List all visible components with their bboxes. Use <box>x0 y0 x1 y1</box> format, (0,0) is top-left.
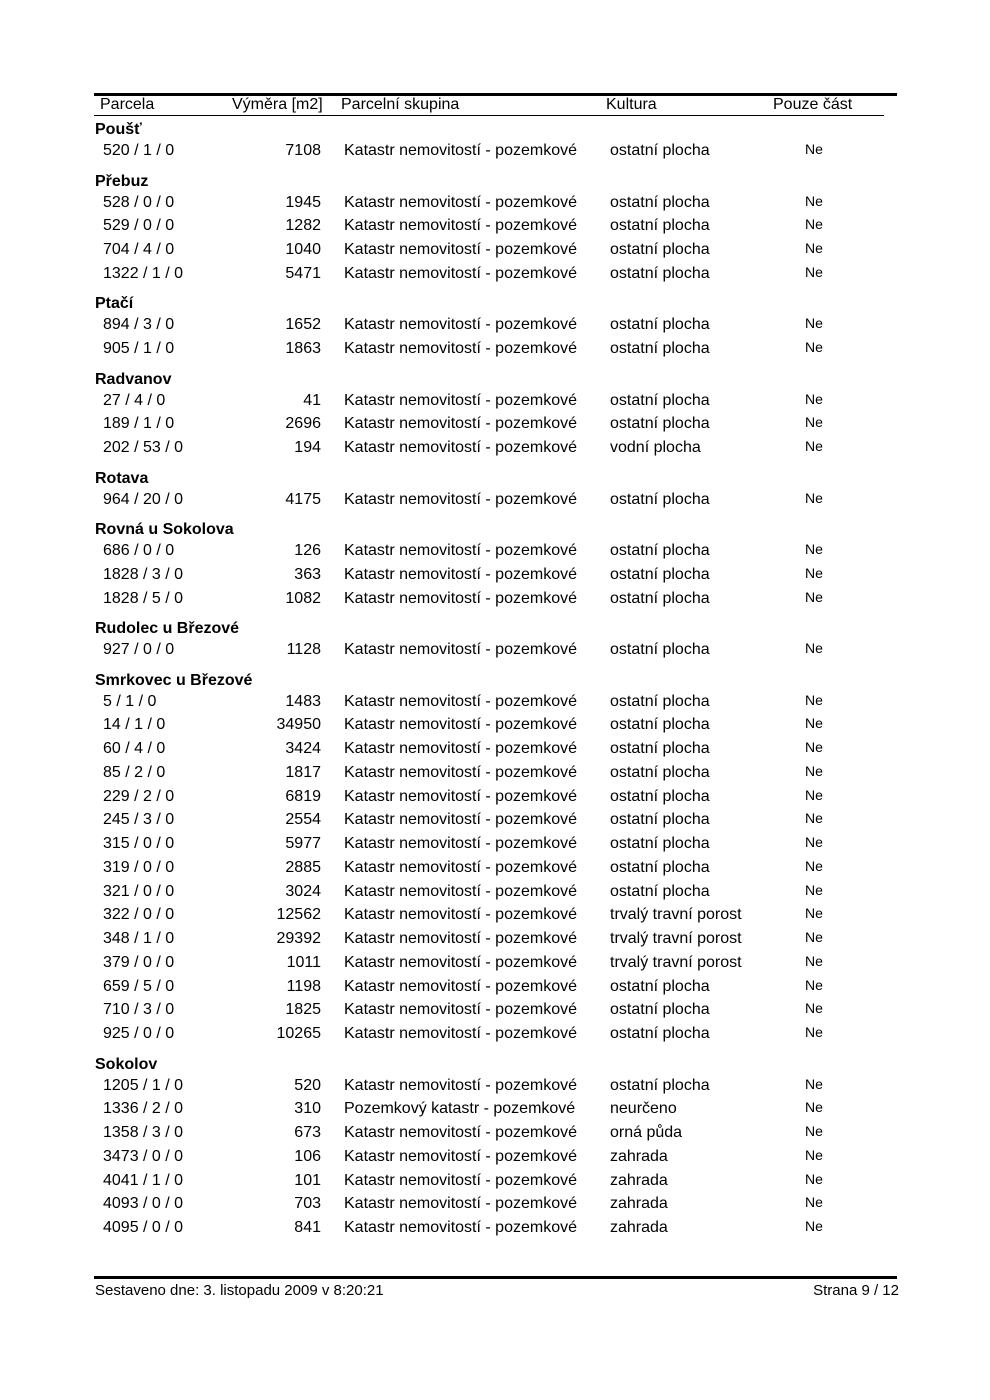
table-row <box>0 638 990 662</box>
parcel-group-cell: Katastr nemovitostí - pozemkové <box>344 954 577 971</box>
culture-cell: ostatní plocha <box>610 835 710 852</box>
parcel-group-cell: Katastr nemovitostí - pozemkové <box>344 740 577 757</box>
parcel-group-cell: Katastr nemovitostí - pozemkové <box>344 788 577 805</box>
parcel-cell: 27 / 4 / 0 <box>103 392 166 409</box>
area-cell: 5977 <box>285 835 321 852</box>
parcel-group-cell: Katastr nemovitostí - pozemkové <box>344 930 577 947</box>
parcel-cell: 322 / 0 / 0 <box>103 906 175 923</box>
culture-cell: ostatní plocha <box>610 392 710 409</box>
culture-cell: ostatní plocha <box>610 265 710 282</box>
table-row <box>0 998 990 1022</box>
only-part-cell: Ne <box>805 763 823 779</box>
table-row <box>0 856 990 880</box>
only-part-cell: Ne <box>805 1218 823 1234</box>
parcel-cell: 319 / 0 / 0 <box>103 859 175 876</box>
area-cell: 10265 <box>276 1025 321 1042</box>
culture-cell: ostatní plocha <box>610 716 710 733</box>
table-row <box>0 1145 990 1169</box>
culture-cell: trvalý travní porost <box>610 930 742 947</box>
culture-cell: ostatní plocha <box>610 693 710 710</box>
group-title: Smrkovec u Březové <box>95 671 253 689</box>
area-cell: 41 <box>303 392 321 409</box>
parcel-group-cell: Katastr nemovitostí - pozemkové <box>344 415 577 432</box>
column-header-parcel: Parcela <box>100 96 155 113</box>
area-cell: 1825 <box>285 1001 321 1018</box>
table-row <box>0 713 990 737</box>
column-header-area: Výměra [m2] <box>232 96 323 113</box>
culture-cell: ostatní plocha <box>610 1025 710 1042</box>
parcel-cell: 1336 / 2 / 0 <box>103 1100 184 1117</box>
area-cell: 194 <box>294 439 321 456</box>
parcel-group-cell: Katastr nemovitostí - pozemkové <box>344 906 577 923</box>
only-part-cell: Ne <box>805 193 823 209</box>
area-cell: 126 <box>294 542 321 559</box>
table-row <box>0 737 990 761</box>
parcel-cell: 1828 / 5 / 0 <box>103 590 184 607</box>
only-part-cell: Ne <box>805 1123 823 1139</box>
area-cell: 5471 <box>285 265 321 282</box>
culture-cell: ostatní plocha <box>610 740 710 757</box>
culture-cell: ostatní plocha <box>610 590 710 607</box>
area-cell: 1040 <box>285 241 321 258</box>
only-part-cell: Ne <box>805 905 823 921</box>
only-part-cell: Ne <box>805 640 823 656</box>
area-cell: 703 <box>294 1195 321 1212</box>
area-cell: 2696 <box>285 415 321 432</box>
culture-cell: zahrada <box>610 1219 668 1236</box>
culture-cell: ostatní plocha <box>610 1077 710 1094</box>
only-part-cell: Ne <box>805 1194 823 1210</box>
area-cell: 2554 <box>285 811 321 828</box>
only-part-cell: Ne <box>805 692 823 708</box>
parcel-cell: 229 / 2 / 0 <box>103 788 175 805</box>
group-title: Poušť <box>95 121 142 138</box>
area-cell: 6819 <box>285 788 321 805</box>
parcel-group-cell: Katastr nemovitostí - pozemkové <box>344 241 577 258</box>
culture-cell: ostatní plocha <box>610 194 710 211</box>
table-row <box>0 690 990 714</box>
only-part-cell: Ne <box>805 216 823 232</box>
culture-cell: vodní plocha <box>610 439 701 456</box>
area-cell: 1863 <box>285 340 321 357</box>
parcel-cell: 315 / 0 / 0 <box>103 835 175 852</box>
parcel-group-cell: Katastr nemovitostí - pozemkové <box>344 491 577 508</box>
column-header-culture: Kultura <box>606 96 657 113</box>
parcel-cell: 85 / 2 / 0 <box>103 764 166 781</box>
table-row <box>0 238 990 262</box>
only-part-cell: Ne <box>805 929 823 945</box>
table-row <box>0 539 990 563</box>
parcel-cell: 4095 / 0 / 0 <box>103 1219 184 1236</box>
parcel-group-cell: Katastr nemovitostí - pozemkové <box>344 1124 577 1141</box>
parcel-group-cell: Katastr nemovitostí - pozemkové <box>344 716 577 733</box>
area-cell: 841 <box>294 1219 321 1236</box>
table-row <box>0 563 990 587</box>
table-row <box>0 832 990 856</box>
parcel-cell: 659 / 5 / 0 <box>103 978 175 995</box>
parcel-group-cell: Katastr nemovitostí - pozemkové <box>344 542 577 559</box>
table-row <box>0 139 990 163</box>
area-cell: 1198 <box>286 978 321 995</box>
culture-cell: ostatní plocha <box>610 1001 710 1018</box>
parcel-group-cell: Katastr nemovitostí - pozemkové <box>344 265 577 282</box>
footer-rule <box>94 1276 897 1279</box>
parcel-group-cell: Katastr nemovitostí - pozemkové <box>344 1172 577 1189</box>
parcel-cell: 4041 / 1 / 0 <box>103 1172 184 1189</box>
parcel-cell: 348 / 1 / 0 <box>103 930 175 947</box>
area-cell: 1652 <box>285 316 321 333</box>
culture-cell: trvalý travní porost <box>610 906 742 923</box>
area-cell: 363 <box>294 566 321 583</box>
group-title: Rovná u Sokolova <box>95 521 234 538</box>
table-row <box>0 262 990 286</box>
culture-cell: ostatní plocha <box>610 217 710 234</box>
parcel-group-cell: Katastr nemovitostí - pozemkové <box>344 859 577 876</box>
parcel-cell: 379 / 0 / 0 <box>103 954 175 971</box>
only-part-cell: Ne <box>805 1099 823 1115</box>
only-part-cell: Ne <box>805 414 823 430</box>
only-part-cell: Ne <box>805 858 823 874</box>
table-row <box>0 191 990 215</box>
table-row <box>0 412 990 436</box>
table-row <box>0 903 990 927</box>
only-part-cell: Ne <box>805 882 823 898</box>
only-part-cell: Ne <box>805 490 823 506</box>
parcel-group-cell: Katastr nemovitostí - pozemkové <box>344 439 577 456</box>
table-row <box>0 587 990 611</box>
culture-cell: ostatní plocha <box>610 316 710 333</box>
group-title: Ptačí <box>95 295 134 313</box>
footer-compiled-date: Sestaveno dne: 3. listopadu 2009 v 8:20:21 <box>95 1282 384 1299</box>
culture-cell: ostatní plocha <box>610 241 710 258</box>
table-row <box>0 927 990 951</box>
table-row <box>0 1192 990 1216</box>
parcel-cell: 5 / 1 / 0 <box>103 693 157 710</box>
culture-cell: ostatní plocha <box>610 142 710 159</box>
parcel-group-cell: Katastr nemovitostí - pozemkové <box>344 811 577 828</box>
group-title: Rudolec u Březové <box>95 620 240 637</box>
area-cell: 12562 <box>276 906 321 923</box>
parcel-group-cell: Pozemkový katastr - pozemkové <box>344 1100 576 1117</box>
area-cell: 1817 <box>285 764 321 781</box>
table-row <box>0 1022 990 1046</box>
table-row <box>0 436 990 460</box>
parcel-group-cell: Katastr nemovitostí - pozemkové <box>344 883 577 900</box>
culture-cell: ostatní plocha <box>610 978 710 995</box>
area-cell: 101 <box>294 1172 321 1189</box>
table-row <box>0 1216 990 1240</box>
parcel-group-cell: Katastr nemovitostí - pozemkové <box>344 641 577 658</box>
footer-page-number: Strana 9 / 12 <box>813 1282 899 1299</box>
parcel-cell: 704 / 4 / 0 <box>103 241 175 258</box>
culture-cell: ostatní plocha <box>610 566 710 583</box>
group-title: Rotava <box>95 469 149 487</box>
culture-cell: ostatní plocha <box>610 788 710 805</box>
table-row <box>0 975 990 999</box>
only-part-cell: Ne <box>805 1147 823 1163</box>
column-header-part: Pouze část <box>773 96 853 113</box>
parcel-cell: 4093 / 0 / 0 <box>103 1195 184 1212</box>
table-row <box>0 880 990 904</box>
only-part-cell: Ne <box>805 541 823 557</box>
table-row <box>0 951 990 975</box>
only-part-cell: Ne <box>805 739 823 755</box>
only-part-cell: Ne <box>805 1171 823 1187</box>
table-row <box>0 389 990 413</box>
group-title: Sokolov <box>95 1055 158 1073</box>
culture-cell: orná půda <box>610 1124 683 1141</box>
parcel-cell: 3473 / 0 / 0 <box>103 1148 184 1165</box>
parcel-cell: 14 / 1 / 0 <box>103 716 166 733</box>
table-row <box>0 761 990 785</box>
table-row <box>0 337 990 361</box>
culture-cell: ostatní plocha <box>610 491 710 508</box>
area-cell: 29392 <box>276 930 321 947</box>
parcel-group-cell: Katastr nemovitostí - pozemkové <box>344 764 577 781</box>
only-part-cell: Ne <box>805 264 823 280</box>
only-part-cell: Ne <box>805 589 823 605</box>
area-cell: 520 <box>294 1077 321 1094</box>
only-part-cell: Ne <box>805 834 823 850</box>
area-cell: 4175 <box>285 491 321 508</box>
parcel-cell: 927 / 0 / 0 <box>103 641 175 658</box>
table-row <box>0 808 990 832</box>
parcel-cell: 686 / 0 / 0 <box>103 542 175 559</box>
parcel-cell: 925 / 0 / 0 <box>103 1025 175 1042</box>
table-row <box>0 1121 990 1145</box>
area-cell: 106 <box>294 1148 321 1165</box>
parcel-cell: 520 / 1 / 0 <box>103 142 175 159</box>
only-part-cell: Ne <box>805 787 823 803</box>
area-cell: 673 <box>294 1124 321 1141</box>
only-part-cell: Ne <box>805 810 823 826</box>
parcel-cell: 1205 / 1 / 0 <box>103 1077 184 1094</box>
table-row <box>0 488 990 512</box>
only-part-cell: Ne <box>805 1076 823 1092</box>
table-row <box>0 1169 990 1193</box>
parcel-group-cell: Katastr nemovitostí - pozemkové <box>344 978 577 995</box>
only-part-cell: Ne <box>805 240 823 256</box>
area-cell: 3424 <box>285 740 321 757</box>
only-part-cell: Ne <box>805 565 823 581</box>
table-row <box>0 1097 990 1121</box>
area-cell: 1483 <box>285 693 321 710</box>
parcel-group-cell: Katastr nemovitostí - pozemkové <box>344 340 577 357</box>
only-part-cell: Ne <box>805 339 823 355</box>
table-row <box>0 785 990 809</box>
parcel-cell: 710 / 3 / 0 <box>103 1001 175 1018</box>
culture-cell: ostatní plocha <box>610 542 710 559</box>
area-cell: 3024 <box>285 883 321 900</box>
parcel-cell: 528 / 0 / 0 <box>103 194 175 211</box>
parcel-group-cell: Katastr nemovitostí - pozemkové <box>344 835 577 852</box>
area-cell: 34950 <box>276 716 321 733</box>
culture-cell: trvalý travní porost <box>610 954 742 971</box>
parcel-group-cell: Katastr nemovitostí - pozemkové <box>344 194 577 211</box>
table-row <box>0 214 990 238</box>
table-row <box>0 313 990 337</box>
culture-cell: ostatní plocha <box>610 641 710 658</box>
group-title: Přebuz <box>95 172 149 190</box>
culture-cell: zahrada <box>610 1195 668 1212</box>
parcel-group-cell: Katastr nemovitostí - pozemkové <box>344 217 577 234</box>
parcel-group-cell: Katastr nemovitostí - pozemkové <box>344 1219 577 1236</box>
parcel-group-cell: Katastr nemovitostí - pozemkové <box>344 1148 577 1165</box>
only-part-cell: Ne <box>805 977 823 993</box>
culture-cell: ostatní plocha <box>610 340 710 357</box>
only-part-cell: Ne <box>805 315 823 331</box>
culture-cell: zahrada <box>610 1148 668 1165</box>
parcel-group-cell: Katastr nemovitostí - pozemkové <box>344 1001 577 1018</box>
group-title: Radvanov <box>95 370 172 388</box>
header-bottom-rule <box>94 115 884 116</box>
only-part-cell: Ne <box>805 438 823 454</box>
parcel-group-cell: Katastr nemovitostí - pozemkové <box>344 1195 577 1212</box>
table-row <box>0 1074 990 1098</box>
area-cell: 2885 <box>285 859 321 876</box>
area-cell: 1128 <box>286 641 321 658</box>
only-part-cell: Ne <box>805 1000 823 1016</box>
parcel-cell: 529 / 0 / 0 <box>103 217 175 234</box>
parcel-group-cell: Katastr nemovitostí - pozemkové <box>344 316 577 333</box>
culture-cell: zahrada <box>610 1172 668 1189</box>
parcel-cell: 189 / 1 / 0 <box>103 415 175 432</box>
parcel-cell: 60 / 4 / 0 <box>103 740 166 757</box>
only-part-cell: Ne <box>805 953 823 969</box>
area-cell: 7108 <box>285 142 321 159</box>
parcel-group-cell: Katastr nemovitostí - pozemkové <box>344 1077 577 1094</box>
parcel-group-cell: Katastr nemovitostí - pozemkové <box>344 1025 577 1042</box>
only-part-cell: Ne <box>805 1024 823 1040</box>
parcel-cell: 964 / 20 / 0 <box>103 491 184 508</box>
only-part-cell: Ne <box>805 391 823 407</box>
area-cell: 1011 <box>286 954 321 971</box>
parcel-cell: 1322 / 1 / 0 <box>103 265 184 282</box>
parcel-cell: 1828 / 3 / 0 <box>103 566 184 583</box>
parcel-cell: 905 / 1 / 0 <box>103 340 175 357</box>
parcel-cell: 202 / 53 / 0 <box>103 439 184 456</box>
culture-cell: ostatní plocha <box>610 883 710 900</box>
parcel-group-cell: Katastr nemovitostí - pozemkové <box>344 693 577 710</box>
parcel-group-cell: Katastr nemovitostí - pozemkové <box>344 590 577 607</box>
parcel-group-cell: Katastr nemovitostí - pozemkové <box>344 142 577 159</box>
culture-cell: neurčeno <box>610 1100 677 1117</box>
area-cell: 1282 <box>285 217 321 234</box>
culture-cell: ostatní plocha <box>610 764 710 781</box>
parcel-cell: 321 / 0 / 0 <box>103 883 175 900</box>
culture-cell: ostatní plocha <box>610 811 710 828</box>
parcel-cell: 245 / 3 / 0 <box>103 811 175 828</box>
area-cell: 1945 <box>285 194 321 211</box>
parcel-cell: 894 / 3 / 0 <box>103 316 175 333</box>
parcel-group-cell: Katastr nemovitostí - pozemkové <box>344 392 577 409</box>
area-cell: 1082 <box>285 590 321 607</box>
only-part-cell: Ne <box>805 715 823 731</box>
culture-cell: ostatní plocha <box>610 859 710 876</box>
column-header-group: Parcelní skupina <box>341 96 460 113</box>
parcel-cell: 1358 / 3 / 0 <box>103 1124 184 1141</box>
area-cell: 310 <box>294 1100 321 1117</box>
parcel-group-cell: Katastr nemovitostí - pozemkové <box>344 566 577 583</box>
only-part-cell: Ne <box>805 141 823 157</box>
culture-cell: ostatní plocha <box>610 415 710 432</box>
